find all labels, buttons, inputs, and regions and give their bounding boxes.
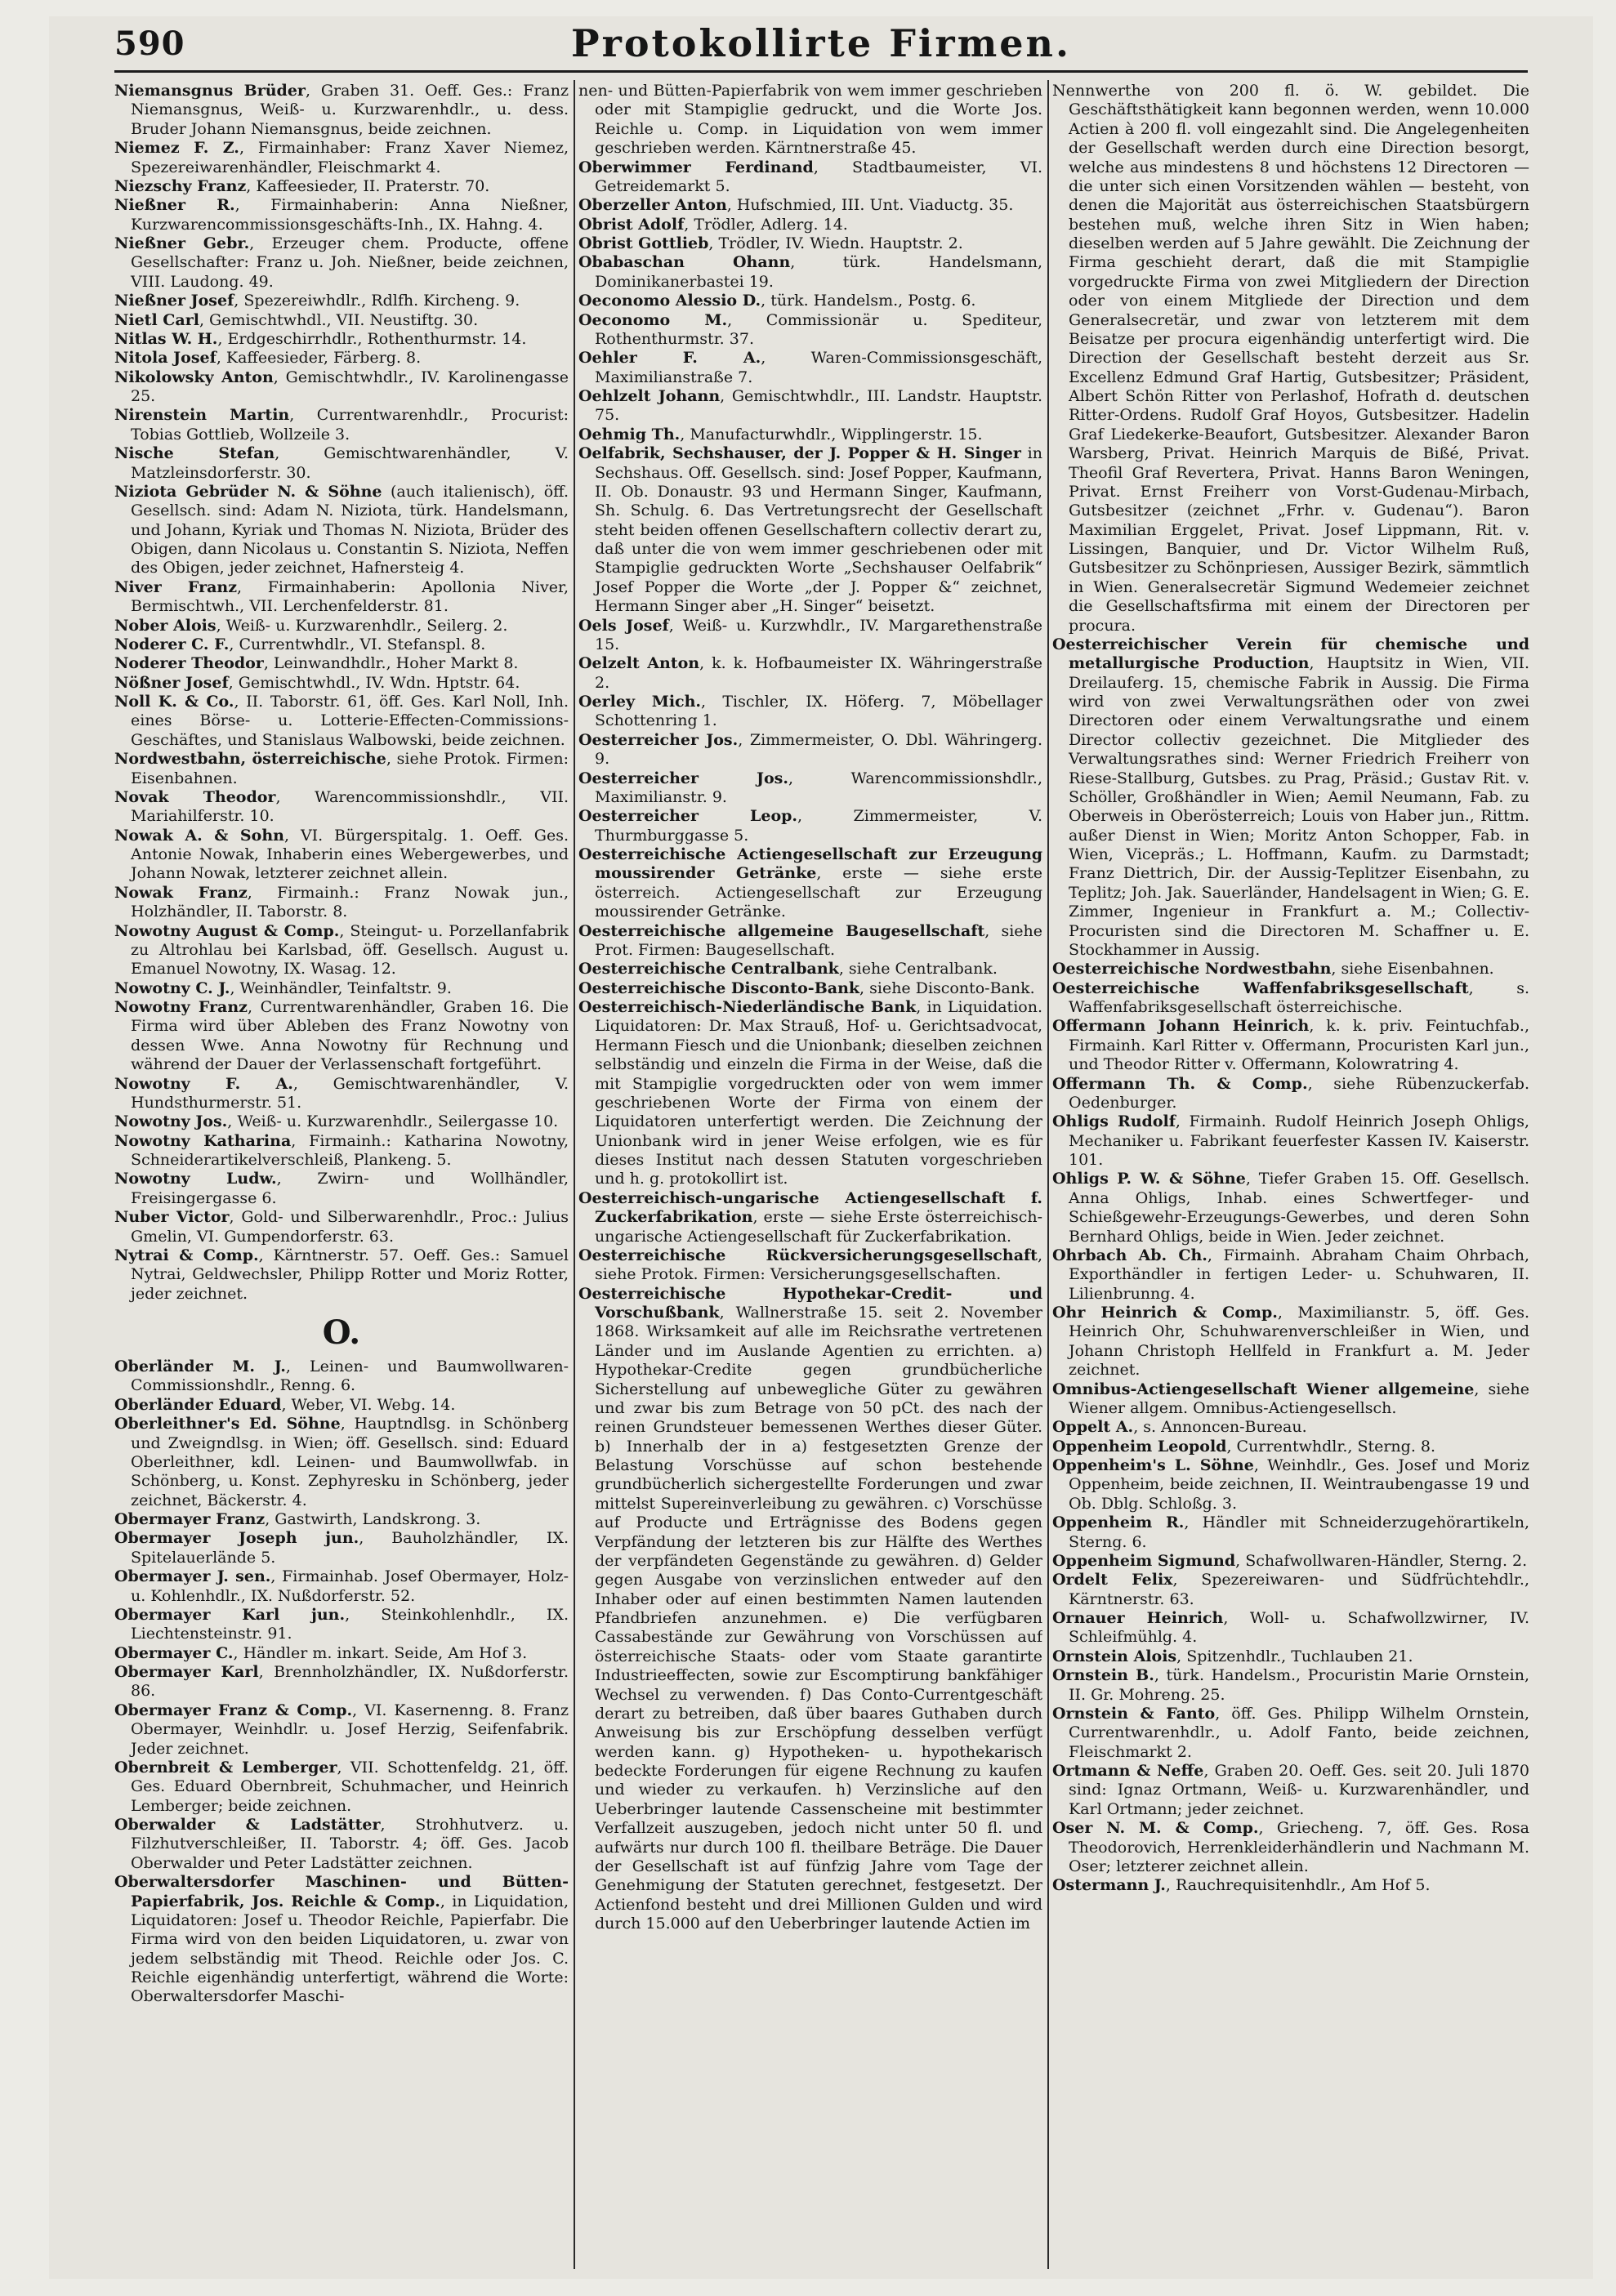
directory-entry: [114, 139, 569, 177]
directory-entry: [114, 1663, 569, 1701]
directory-entry: [1052, 1647, 1529, 1666]
entry-details: , Griecheng. 7, öff. Ges. Rosa Theodorovich, Herrenkleiderhändlerin und Nachmann M. Oser; letzterer zeichnet allein.: [1069, 1819, 1529, 1875]
firm-name: Oberwimmer Ferdinand: [578, 158, 814, 176]
entry-details: , Schafwollwaren-Händler, Sterng. 2.: [1235, 1551, 1528, 1570]
directory-entry: [114, 788, 569, 827]
entry-details: , Gemischtwarenhändler, V. Hundsthurmerstr. 51.: [131, 1074, 569, 1112]
firm-name: Nowotny C. J.: [114, 979, 230, 997]
firm-name: Oppenheim Sigmund: [1052, 1551, 1236, 1570]
entry-details: in Sechshaus. Off. Gesellsch. sind: Josef Popper, Kaufmann, II. Ob. Donaustr. 93 und Hermann Singer, Kaufmann, Sh. Schulg. 6. Das Vertretungsrecht der Gesellschaft steht beiden offenen Gesellschaftern collectiv derart zu, daß unter die von wem immer geschriebenen oder mit Stampiglie gedruckten Worte „Sechshauser Oelfabrik“ Josef Popper die Worte „der J. Popper &“ zeichnet, Hermann Singer aber „H. Singer“ beisetzt.: [595, 444, 1042, 616]
entry-details: , Spitzenhdlr., Tuchlauben 21.: [1176, 1647, 1413, 1665]
header-rule: [114, 70, 1528, 73]
column-divider: [1047, 80, 1049, 2269]
firm-name: Oeconomo Alessio D.: [578, 292, 761, 310]
entry-details: , siehe Prot. Firmen: Baugesellschaft.: [595, 921, 1042, 959]
firm-name: Obermayer Franz & Comp.: [114, 1701, 353, 1719]
directory-entry: [1052, 1514, 1529, 1552]
column-right: [1052, 82, 1529, 2271]
directory-entry: [114, 368, 569, 407]
directory-entry: [578, 444, 1042, 616]
firm-name: Nober Alois: [114, 616, 217, 635]
firm-name: Oesterreichische Rückversicherungsgesellschaft: [578, 1246, 1038, 1264]
firm-name: Oser N. M. & Comp.: [1052, 1819, 1259, 1838]
directory-entry: [1052, 1017, 1529, 1074]
firm-name: Oberwalder & Ladstätter: [114, 1816, 381, 1834]
directory-entry: [114, 1873, 569, 2007]
firm-name: Oehlzelt Johann: [578, 387, 721, 405]
firm-name: Oppelt A.: [1052, 1418, 1134, 1437]
entry-details: , Tiefer Graben 15. Off. Gesellsch. Anna Ohligs, Inhab. eines Schwertfeger- und Schießgewehr-Erzeugungs-Gewerbes, und deren Sohn Bernhard Ohligs, beide in Wien. Jeder zeichnet.: [1069, 1170, 1529, 1246]
entry-details: , Zimmermeister, V. Thurmburggasse 5.: [595, 807, 1042, 845]
entry-details: , Rauchrequisitenhdlr., Am Hof 5.: [1165, 1876, 1431, 1895]
directory-entry: [578, 387, 1042, 426]
directory-entry: [1052, 1876, 1529, 1895]
firm-name: Oppenheim's L. Söhne: [1052, 1456, 1254, 1474]
directory-entry: [114, 483, 569, 578]
firm-name: Obernbreit & Lemberger: [114, 1758, 337, 1777]
directory-entry: [114, 1510, 569, 1529]
entry-details: , Currentwarenhdlr., Procurist: Tobias Gottlieb, Wollzeile 3.: [131, 406, 569, 444]
firm-name: Oelzelt Anton: [578, 654, 700, 673]
entry-details: , Currentwarenhändler, Graben 16. Die Firma wird über Ableben des Franz Nowotny von dessen Wwe. Anna Nowotny für Rechnung und während der Dauer der Verlassenschaft fortgeführt.: [131, 998, 569, 1074]
directory-entry: [114, 1529, 569, 1567]
page-title: Protokollirte Firmen.: [571, 21, 1071, 65]
firm-name: Obermayer Karl jun.: [114, 1605, 346, 1624]
firm-name: Niziota Gebrüder N. & Söhne: [114, 482, 382, 501]
entry-details: , Wallnerstraße 15. seit 2. November 1868. Wirksamkeit auf alle im Reichsrathe vertretenen Länder und im Auslande Agentien zu errichten. a) Hypothekar-Credite gegen grundbücherliche Sicherstellung auf unbewegliche Güter zu gewähren und zwar bis zum Betrage von 50 pCt. des nach der reinen Grundsteuer bemessenen Werthes dieser Güter. b) Innerhalb der in a) festgesetzten Grenze der Belastung Vorschüsse auf schon bestehende grundbücherlich sichergestellte Forderungen und zwar mittelst Supereinverleibung zu gewähren. c) Vorschüsse auf Producte und Erträgnisse des Bodens gegen Verpfändung der letzteren bis zur Hälfte des Werthes der verpfändeten Gegenstände zu gewähren. d) Gelder gegen Ausgabe von verzinslichen entweder auf den Inhaber oder auf einen bestimmten Namen lautenden Pfandbriefen anzunehmen. e) Die verfügbaren Cassabestände zur Gewährung von Vorschüssen auf österreichische Staats- oder vom Staate garantirte Industrieeffecten, sowie zur Escomptirung bankfähiger Wechsel zu verwenden. f) Das Conto-Currentgeschäft derart zu betreiben, daß über baares Guthaben durch Anweisung bis zur Erschöpfung desselben verfügt werden kann. g) Hypotheken- u. hypothekarisch bedeckte Forderungen für eigene Rechnung zu kaufen und wieder zu verkaufen. h) Verzinsliche auf den Ueberbringer lautende Cassenscheine mit bestimmter Verfallzeit auszugeben, jedoch nicht unter 50 fl. und aufwärts nur durch 100 fl. theilbare Beträge. Die Dauer der Gesellschaft ist auf fünfzig Jahre vom Tage der Genehmigung der Statuten gerechnet, festgesetzt. Der Actienfond besteht und drei Millionen Gulden und wird durch 15.000 auf den Ueberbringer lautende Actien im: [595, 1304, 1042, 1933]
firm-name: Omnibus-Actiengesellschaft Wiener allgemeine: [1052, 1380, 1475, 1398]
entry-details: , Firmainh.: Franz Nowak jun., Holzhändler, II. Taborstr. 8.: [131, 883, 569, 921]
directory-entry: [1052, 1666, 1529, 1705]
directory-entry: [1052, 1571, 1529, 1609]
firm-name: Oerley Mich.: [578, 693, 702, 711]
entry-details: , türk. Handelsm., Procuristin Marie Ornstein, II. Gr. Mohreng. 25.: [1069, 1666, 1529, 1704]
firm-name: Nowotny Ludw.: [114, 1170, 277, 1188]
entry-details: , Kaffeesieder, Färberg. 8.: [216, 349, 422, 368]
entry-details: , türk. Handelsm., Postg. 6.: [761, 292, 976, 310]
entry-details: , siehe Protok. Firmen: Eisenbahnen.: [131, 750, 569, 787]
directory-entry: [1052, 1438, 1529, 1456]
firm-name: Nitola Josef: [114, 349, 217, 368]
firm-name: Oeconomo M.: [578, 310, 728, 329]
directory-entry: [114, 1606, 569, 1644]
directory-entry: [114, 406, 569, 444]
directory-entry: [1052, 1112, 1529, 1170]
entry-details: , Brennholzhändler, IX. Nußdorferstr. 86.: [131, 1663, 569, 1701]
entry-details: , Warencommissionshdlr., VII. Mariahilferstr. 10.: [131, 787, 569, 826]
firm-name: Obabaschan Ohann: [578, 253, 791, 272]
firm-name: Oesterreichisch-Niederländische Bank: [578, 998, 917, 1016]
firm-name: Oesterreichische Hypothekar-Credit- und Vorschußbank: [578, 1284, 1042, 1322]
firm-name: Nietl Carl: [114, 310, 199, 329]
firm-name: Oels Josef: [578, 616, 669, 635]
entry-details: , Tischler, IX. Höferg. 7, Möbellager Schottenring 1.: [595, 693, 1042, 730]
directory-entry: [114, 884, 569, 922]
firm-name: Oberzeller Anton: [578, 196, 727, 215]
firm-name: Oesterreichische Actiengesellschaft zur Erzeugung moussirender Getränke: [578, 845, 1042, 883]
entry-details: , Leinwandhdlr., Hoher Markt 8.: [263, 654, 519, 673]
directory-entry: [114, 750, 569, 788]
directory-entry: [578, 998, 1042, 1189]
directory-entry: [114, 635, 569, 654]
entry-details: , siehe Eisenbahnen.: [1331, 960, 1494, 979]
entry-details: , Kaffeesieder, II. Praterstr. 70.: [246, 176, 490, 195]
directory-entry: [114, 82, 569, 139]
entry-details: , Graben 20. Oeff. Ges. seit 20. Juli 1870 sind: Ignaz Ortmann, Weiß- u. Kurzwarenhändler, und Karl Ortmann; jeder zeichnet.: [1069, 1762, 1529, 1818]
column-divider: [574, 80, 575, 2269]
directory-entry: [578, 426, 1042, 444]
directory-entry: [114, 827, 569, 884]
directory-entry: [114, 1132, 569, 1170]
firm-name: Oesterreichische Nordwestbahn: [1052, 960, 1332, 979]
entry-details: , k. k. priv. Feintuchfab., Firmainh. Karl Ritter v. Offermann, Procuristen Karl jun., und Theodor Ritter v. Offermann, Kolowratring 4.: [1069, 1017, 1529, 1074]
entry-details: , Trödler, Adlerg. 14.: [684, 215, 848, 234]
directory-entry: [114, 1644, 569, 1663]
directory-entry: [578, 769, 1042, 808]
directory-entry: [578, 349, 1042, 387]
firm-name: Oesterreichische allgemeine Baugesellschaft: [578, 921, 985, 940]
firm-name: Oesterreichische Disconto-Bank: [578, 979, 860, 997]
firm-name: Niemez F. Z.: [114, 139, 239, 158]
firm-name: Nößner Josef: [114, 673, 229, 692]
entry-details: , Erzeuger chem. Producte, offene Gesellschafter: Franz u. Joh. Nießner, beide zeichnen, VIII. Laudong. 49.: [131, 234, 569, 291]
entry-details: , Stadtbaumeister, VI. Getreidemarkt 5.: [595, 158, 1042, 195]
firm-name: Obermayer Franz: [114, 1510, 266, 1528]
firm-name: Nische Stefan: [114, 444, 275, 463]
entry-details: , Firmainhaberin: Apollonia Niver, Bermischtwh., VII. Lerchenfelderstr. 81.: [131, 577, 569, 616]
firm-name: Obermayer J. sen.: [114, 1567, 271, 1586]
entry-details: , VI. Kasernenng. 8. Franz Obermayer, Weinhdlr. u. Josef Herzig, Seifenfabrik. Jeder zeichnet.: [131, 1701, 569, 1758]
entry-details: , Gemischtwarenhändler, V. Matzleinsdorferstr. 30.: [131, 444, 569, 482]
directory-entry: [1052, 979, 1529, 1018]
directory-entry: [578, 960, 1042, 979]
firm-name: Nitlas W. H.: [114, 329, 218, 348]
directory-entry: [1052, 1304, 1529, 1380]
entry-details: , VII. Schottenfeldg. 21, öff. Ges. Eduard Obernbreit, Schuhmacher, und Heinrich Lemberger; beide zeichnen.: [131, 1758, 569, 1815]
firm-name: Ohligs P. W. & Söhne: [1052, 1170, 1246, 1188]
directory-entry: [1052, 1170, 1529, 1246]
entry-details: , Hufschmied, III. Unt. Viaductg. 35.: [726, 196, 1014, 215]
firm-name: Nießner Gebr.: [114, 234, 250, 252]
directory-entry: [114, 177, 569, 196]
directory-entry: [578, 731, 1042, 769]
directory-entry: [114, 1170, 569, 1208]
directory-entry: [114, 292, 569, 310]
directory-entry: [578, 234, 1042, 253]
firm-name: Ohr Heinrich & Comp.: [1052, 1304, 1278, 1322]
firm-name: Nowak Franz: [114, 883, 248, 902]
directory-entry: [114, 196, 569, 234]
directory-entry: [1052, 1609, 1529, 1647]
directory-entry: [1052, 1246, 1529, 1304]
entry-details: , Steinkohlenhdlr., IX. Liechtensteinstr. 91.: [131, 1605, 569, 1643]
entry-details: , in Liquidation. Liquidatoren: Dr. Max Strauß, Hof- u. Gerichtsadvocat, Hermann Fiesch und die Unionbank; dieselben zeichnen selbständig und einzeln die Firma in der Weise, daß die mit Stampiglie vorgedruckten oder von wem immer geschriebenen Worte der Firma von einem der Liquidatoren unterfertigt werden. Die Zeichnung der Unionbank wird in jener Weise erfolgen, wie es für dieses Institut nach dessen Statuten vorgeschrieben und h. g. protokollirt ist.: [595, 998, 1042, 1188]
directory-entry: [1052, 960, 1529, 979]
directory-entry: [1052, 1456, 1529, 1514]
directory-entry: [114, 311, 569, 330]
firm-name: Niemansgnus Brüder: [114, 82, 306, 100]
column-left: [114, 82, 569, 2271]
entry-details: , Weber, VI. Webg. 14.: [281, 1395, 456, 1414]
entry-details: , Firmainhab. Josef Obermayer, Holz- u. Kohlenhdlr., IX. Nußdorferstr. 52.: [131, 1567, 569, 1605]
firm-name: Oehler F. A.: [578, 349, 761, 368]
firm-name: Ornstein B.: [1052, 1666, 1154, 1685]
firm-name: Oesterreichische Centralbank: [578, 960, 839, 979]
directory-entry: [578, 1285, 1042, 1934]
directory-entry: [1052, 1380, 1529, 1419]
firm-name: Noll K. & Co.: [114, 693, 234, 711]
directory-entry: [578, 617, 1042, 655]
directory-entry: [114, 349, 569, 368]
entry-details: , Firmainh. Rudolf Heinrich Joseph Ohligs, Mechaniker u. Fabrikant feuerfester Kassen IV. Kaiserstr. 101.: [1069, 1112, 1529, 1169]
entry-details: , erste — siehe Erste österreichisch-ungarische Actiengesellschaft für Zuckerfabrikation.: [595, 1208, 1042, 1246]
entry-details: , Händler m. inkart. Seide, Am Hof 3.: [233, 1643, 528, 1662]
directory-entry: [1052, 1762, 1529, 1819]
directory-entry: [114, 998, 569, 1075]
entry-details: nen- und Bütten-Papierfabrik von wem immer geschrieben oder mit Stampiglie gedruckt, und die Worte Jos. Reichle u. Comp. in Liquidation von wem immer geschrieben werden. Kärntnerstraße 45.: [578, 82, 1042, 158]
firm-name: Oesterreichische Waffenfabriksgesellschaft: [1052, 979, 1469, 997]
firm-name: Nowotny F. A.: [114, 1074, 293, 1093]
directory-entry: [1052, 1705, 1529, 1762]
entry-details: , in Liquidation, Liquidatoren: Josef u. Theodor Reichle, Papierfabr. Die Firma wird von den beiden Liquidatoren, u. zwar von jedem selbständig mit Theod. Reichle oder Jos. C. Reichle eigenhändig unterfertigt, während die Worte: Oberwaltersdorfer Maschi-: [131, 1892, 569, 2006]
entry-details: , Firmainhaber: Franz Xaver Niemez, Spezereiwarenhändler, Fleischmarkt 4.: [131, 139, 569, 176]
firm-name: Oberleithner's Ed. Söhne: [114, 1415, 341, 1433]
column-middle: [578, 82, 1042, 2271]
directory-entry: [114, 1415, 569, 1510]
directory-entry: [114, 1567, 569, 1606]
firm-name: Offermann Johann Heinrich: [1052, 1017, 1310, 1036]
firm-name: Oesterreicher Leop.: [578, 807, 798, 826]
entry-details: , Firmainh.: Katharina Nowotny, Schneiderartikelverschleiß, Plankeng. 5.: [131, 1131, 569, 1169]
entry-details: , siehe Disconto-Bank.: [859, 979, 1035, 997]
firm-name: Oberwaltersdorfer Maschinen- und Bütten-Papierfabrik, Jos. Reichle & Comp.: [114, 1873, 569, 1910]
entry-details: , Zwirn- und Wollhändler, Freisingergasse 6.: [131, 1170, 569, 1207]
directory-entry: [114, 444, 569, 483]
entry-details: , Woll- u. Schafwollzwirner, IV. Schleifmühlg. 4.: [1069, 1609, 1529, 1647]
entry-details: , Gemischtwhdlr., III. Landstr. Hauptstr. 75.: [595, 387, 1042, 425]
entry-details: , öff. Ges. Philipp Wilhelm Ornstein, Currentwarenhdlr., u. Adolf Fanto, beide zeichnen, Fleischmarkt 2.: [1069, 1704, 1529, 1761]
firm-name: Oesterreichischer Verein für chemische und metallurgische Production: [1052, 635, 1529, 673]
entry-details: , Warencommissionshdlr., Maximilianstr. 9.: [595, 769, 1042, 806]
directory-entry: [1052, 1552, 1529, 1571]
entry-details: , k. k. Hofbaumeister IX. Währingerstraße 2.: [595, 654, 1042, 692]
entry-details: , Zimmermeister, O. Dbl. Währingerg. 9.: [595, 730, 1042, 769]
directory-entry: [1052, 82, 1529, 635]
entry-details: , Strohhutverz. u. Filzhutverschleißer, II. Taborstr. 4; öff. Ges. Jacob Oberwalder und Peter Ladstätter zeichnen.: [131, 1816, 569, 1872]
firm-name: Noderer C. F.: [114, 635, 230, 653]
directory-entry: [114, 578, 569, 617]
directory-entry: [114, 674, 569, 693]
entry-details: , Hauptndlsg. in Schönberg und Zweigndlsg. in Wien; öff. Gesellsch. sind: Eduard Oberleithner, kdl. Leinen- und Baumwollwfab. in Schönberg, u. Konst. Zephyresku in Schönberg, jeder zeichnet, Bäckerstr. 4.: [131, 1415, 569, 1509]
firm-name: Noderer Theodor: [114, 654, 264, 673]
directory-entry: [578, 82, 1042, 158]
firm-name: Oberländer M. J.: [114, 1358, 286, 1375]
directory-entry: [578, 216, 1042, 234]
entry-details: , Maximilianstr. 5, öff. Ges. Heinrich Ohr, Schuhwarenverschleißer in Wien, und Johann Christoph Hellfeld in Frankfurt a. M. Jeder zeichnet.: [1069, 1304, 1529, 1380]
directory-entry: [114, 330, 569, 349]
section-letter: O.: [322, 1313, 361, 1352]
firm-name: Nowotny Jos.: [114, 1112, 228, 1131]
directory-entry: [114, 1816, 569, 1873]
entry-details: , siehe Wiener allgem. Omnibus-Actiengesellsch.: [1069, 1380, 1529, 1417]
firm-name: Nowak A. & Sohn: [114, 826, 284, 845]
firm-name: Ornstein & Fanto: [1052, 1704, 1216, 1723]
entry-details: , Waren-Commissionsgeschäft, Maximilianstraße 7.: [595, 349, 1042, 386]
firm-name: Offermann Th. & Comp.: [1052, 1074, 1308, 1093]
firm-name: Oehmig Th.: [578, 425, 681, 444]
directory-entry: [1052, 1418, 1529, 1437]
directory-entry: [114, 1396, 569, 1415]
firm-name: Nirenstein Martin: [114, 406, 290, 425]
firm-name: Novak Theodor: [114, 787, 276, 806]
firm-name: Ohrbach Ab. Ch.: [1052, 1246, 1208, 1264]
entry-details: , siehe Rübenzuckerfab. Oedenburger.: [1069, 1074, 1529, 1112]
directory-entry: [578, 311, 1042, 350]
entry-details: , Currentwhdlr., Sterng. 8.: [1226, 1437, 1436, 1456]
entry-details: , erste — siehe erste österreich. Actiengesellschaft zur Erzeugung moussirender Getränke.: [595, 864, 1042, 921]
directory-entry: [578, 693, 1042, 731]
directory-entry: [578, 292, 1042, 310]
firm-name: Niezschy Franz: [114, 176, 247, 195]
directory-entry: [578, 196, 1042, 215]
entry-details: , Commissionär u. Spediteur, Rothenthurmstr. 37.: [595, 310, 1042, 348]
firm-name: Oesterreicher Jos.: [578, 730, 739, 749]
directory-entry: [114, 617, 569, 635]
entry-details: , Spezereiwhdlr., Rdlfh. Kircheng. 9.: [234, 292, 520, 310]
entry-details: , Weiß- u. Kurzwarenhdlr., Seilergasse 10.: [227, 1112, 559, 1131]
directory-entry: [114, 1701, 569, 1759]
directory-entry: [578, 253, 1042, 292]
firm-name: Niver Franz: [114, 577, 238, 596]
entry-details: , Gemischtwhdl., VII. Neustiftg. 30.: [199, 310, 479, 329]
entry-details: , Hauptsitz in Wien, VII. Dreilauferg. 15, chemische Fabrik in Aussig. Die Firma wird von zwei Verwaltungsräthen oder von zwei Directoren oder einem Verwaltungsrathe und einem Director collectiv gezeichnet. Die Mitglieder des Verwaltungsrathes sind: Werner Friedrich Freiherr von Riese-Stallburg, Gutsbes. zu Prag, Präsid.; Gustav Rit. v. Schöller, Großhändler in Wien; Aemil Neumann, Fab. zu Oberweis in Oberösterreich; Louis von Haber jun., Rittm. außer Dienst in Wien; Moritz Anton Schopper, Fab. in Wien, Vicepräs.; L. Hoffmann, Kaufm. zu Darmstadt; Franz Diettrich, Dir. der Aussig-Teplitzer Eisenbahn, zu Teplitz; Joh. Jak. Sauerländer, Handelsagent in Wien; G. E. Zimmer, Ingenieur in Frankfurt a. M.; Collectiv-Procuristen sind die Directoren M. Schaffner u. E. Stockhammer in Aussig.: [1069, 654, 1529, 959]
directory-entry: [114, 1112, 569, 1131]
firm-name: Oppenheim R.: [1052, 1514, 1185, 1532]
firm-name: Nießner Josef: [114, 292, 234, 310]
firm-name: Oberländer Eduard: [114, 1395, 282, 1414]
firm-name: Nordwestbahn, österreichische: [114, 750, 386, 769]
entry-details: , Weiß- u. Kurzwarenhdlr., Seilerg. 2.: [216, 616, 508, 635]
firm-name: Nowotny Franz: [114, 998, 248, 1016]
entry-details: , siehe Centralbank.: [838, 960, 998, 979]
directory-entry: [114, 1208, 569, 1246]
directory-entry: [1052, 635, 1529, 960]
firm-name: Nowotny Katharina: [114, 1131, 292, 1150]
entry-details: , Gastwirth, Landskrong. 3.: [265, 1510, 481, 1528]
firm-name: Ornstein Alois: [1052, 1647, 1177, 1665]
directory-entry: [578, 979, 1042, 998]
firm-name: Oesterreichisch-ungarische Actiengesellschaft f. Zuckerfabrikation: [578, 1188, 1042, 1227]
entry-details: , Currentwhdlr., VI. Stefanspl. 8.: [229, 635, 486, 653]
firm-name: Nowotny August & Comp.: [114, 921, 340, 940]
directory-entry: [114, 1246, 569, 1304]
entry-details: , Weiß- u. Kurzwhdlr., IV. Margarethenstraße 15.: [595, 616, 1042, 653]
entry-details: , Manufacturwhdlr., Wipplingerstr. 15.: [680, 425, 983, 444]
entry-details: , II. Taborstr. 61, öff. Ges. Karl Noll, Inh. eines Börse- u. Lotterie-Effecten-Commissions-Geschäftes, und Stanislaus Walbowski, beide zeichnen.: [131, 693, 569, 749]
firm-name: Nuber Victor: [114, 1208, 230, 1227]
entry-details: , Leinen- und Baumwollwaren-Commissionshdlr., Renng. 6.: [131, 1358, 569, 1395]
directory-entry: [114, 693, 569, 750]
entry-details: , Trödler, IV. Wiedn. Hauptstr. 2.: [708, 234, 963, 252]
entry-details: , türk. Handelsmann, Dominikanerbastei 19.: [595, 253, 1042, 291]
firm-name: Obrist Gottlieb: [578, 234, 709, 252]
entry-details: Nennwerthe von 200 fl. ö. W. gebildet. Die Geschäftsthätigkeit kann begonnen werden, wenn 10.000 Actien à 200 fl. voll eingezahlt sind. Die Angelegenheiten der Gesellschaft werden durch eine Direction besorgt, welche aus mindestens 8 und höchstens 12 Directoren — die unter sich einen Vorsitzenden wählen — besteht, von denen die Majorität aus österreichischen Staatsbürgern bestehen muß, welche ihren Sitz in Wien haben; dieselben werden auf 5 Jahre gewählt. Die Zeichnung der Firma geschieht derart, daß die mit Stampiglie vorgedruckte Firma von zwei Mitgliedern der Direction oder von einem Mitgliede der Direction und dem Generalsecretär, und zwar von letzterem mit dem Beisatze per procura eigenhändig unterfertigt wird. Die Direction der Gesellschaft besteht derzeit aus Sr. Excellenz Edmund Graf Hartig, Gutsbesitzer; Präsident, Albert Schön Ritter von Perlashof, Hofrath d. deutschen Ritter-Ordens. Rudolf Graf Hoyos, Gutsbesitzer. Hadelin Graf Liedekerke-Beaufort, Gutsbesitzer. Alexander Baron Warsberg, Privat. Heinrich Marquis de Bißé, Privat. Theofil Graf Revertera, Privat. Hanns Baron Weningen, Privat. Ernst Freiherr von Vorst-Gudenau-Mirbach, Gutsbesitzer (zeichnet „Frhr. v. Gudenau“). Baron Maximilian Erggelet, Privat. Josef Lippmann, Rit. v. Lissingen, Banquier, und Dr. Victor Wilhelm Ruß, Gutsbesitzer zu Schönpriesen, Aussiger Bezirk, sämmtlich in Wien. Generalsecretär Sigmund Wedemeier zeichnet die Gesellschaftsfirma mit einem der Directoren per procura.: [1052, 82, 1529, 635]
directory-entry: [114, 234, 569, 292]
entry-details: , Gemischtwhdl., IV. Wdn. Hptstr. 64.: [228, 673, 520, 692]
directory-entry: [114, 1759, 569, 1816]
firm-name: Nytrai & Comp.: [114, 1246, 259, 1264]
entry-details: , Graben 31. Oeff. Ges.: Franz Niemansgnus, Weiß- u. Kurzwarenhdlr., u. dess. Bruder Johann Niemansgnus, beide zeichnen.: [131, 82, 569, 138]
page-header: [49, 16, 1593, 74]
directory-entry: [578, 1246, 1042, 1285]
directory-entry: [1052, 1075, 1529, 1113]
entry-details: , siehe Protok. Firmen: Versicherungsgesellschaften.: [595, 1246, 1042, 1284]
firm-name: Oppenheim Leopold: [1052, 1437, 1227, 1456]
firm-name: Nießner R.: [114, 196, 235, 215]
firm-name: Oesterreicher Jos.: [578, 769, 788, 787]
directory-entry: [114, 922, 569, 979]
firm-name: Ornauer Heinrich: [1052, 1609, 1224, 1627]
entry-details: , s. Waffenfabriksgesellschaft österreichische.: [1069, 979, 1529, 1016]
directory-entry: [1052, 1819, 1529, 1876]
firm-name: Obermayer Karl: [114, 1663, 259, 1681]
entry-details: , s. Annoncen-Bureau.: [1133, 1418, 1307, 1437]
entry-details: , Erdgeschirrhdlr., Rothenthurmstr. 14.: [217, 329, 527, 348]
directory-entry: [114, 1075, 569, 1113]
entry-details: , Kärntnerstr. 57. Oeff. Ges.: Samuel Nytrai, Geldwechsler, Philipp Rotter und Moriz Rotter, jeder zeichnet.: [131, 1246, 569, 1303]
directory-entry: [578, 807, 1042, 845]
firm-name: Obermayer Joseph jun.: [114, 1529, 359, 1548]
entry-details: , VI. Bürgerspitalg. 1. Oeff. Ges. Antonie Nowak, Inhaberin eines Webergewerbes, und Johann Nowak, letzterer zeichnet allein.: [131, 826, 569, 883]
directory-entry: [114, 1358, 569, 1396]
entry-details: , Firmainhaberin: Anna Nießner, Kurzwarencommissionsgeschäfts-Inh., IX. Hahng. 4.: [131, 196, 569, 234]
entry-details: , Händler mit Schneiderzugehörartikeln, Sterng. 6.: [1069, 1514, 1529, 1551]
directory-page: [49, 16, 1593, 2279]
firm-name: Ohligs Rudolf: [1052, 1112, 1176, 1131]
entry-details: , Spezereiwaren- und Südfrüchtehdlr., Kärntnerstr. 63.: [1069, 1571, 1529, 1608]
firm-name: Ortmann & Neffe: [1052, 1762, 1204, 1780]
firm-name: Obrist Adolf: [578, 215, 685, 234]
entry-details: , Firmainh. Abraham Chaim Ohrbach, Exporthändler in fertigen Leder- u. Schuhwaren, II. Lilienbrunng. 4.: [1069, 1246, 1529, 1303]
entry-details: , Weinhändler, Teinfaltstr. 9.: [230, 979, 452, 997]
directory-entry: [114, 979, 569, 998]
entry-details: , Steingut- u. Porzellanfabrik zu Altrohlau bei Karlsbad, öff. Gesellsch. August u. Emanuel Nowotny, IX. Wasag. 12.: [131, 921, 569, 979]
directory-entry: [578, 654, 1042, 693]
entry-details: , Gemischtwhdlr., IV. Karolinengasse 25.: [131, 368, 569, 405]
entry-details: (auch italienisch), öff. Gesellsch. sind: Adam N. Niziota, türk. Handelsmann, und Johann, Kyriak und Thomas N. Niziota, Brüder des Obigen, dann Nicolaus u. Constantin S. Niziota, Neffen des Obigen, jeder zeichnet, Hafnersteig 4.: [131, 482, 569, 577]
firm-name: Oelfabrik, Sechshauser, der J. Popper & H. Singer: [578, 444, 1021, 463]
directory-entry: [578, 845, 1042, 922]
firm-name: Ostermann J.: [1052, 1876, 1166, 1895]
entry-details: , Gold- und Silberwarenhdlr., Proc.: Julius Gmelin, VI. Gumpendorferstr. 63.: [131, 1208, 569, 1246]
directory-entry: [578, 1189, 1042, 1246]
directory-entry: [578, 922, 1042, 961]
entry-details: , Bauholzhändler, IX. Spitelauerlände 5.: [131, 1529, 569, 1567]
directory-entry: [578, 158, 1042, 197]
firm-name: Obermayer C.: [114, 1643, 234, 1662]
entry-details: , Weinhdlr., Ges. Josef und Moriz Oppenheim, beide zeichnen, II. Weintraubengasse 19 und Ob. Dblg. Schloßg. 3.: [1069, 1456, 1529, 1513]
directory-entry: [114, 654, 569, 673]
firm-name: Ordelt Felix: [1052, 1571, 1173, 1589]
firm-name: Nikolowsky Anton: [114, 368, 274, 386]
page-number: 590: [114, 25, 185, 63]
